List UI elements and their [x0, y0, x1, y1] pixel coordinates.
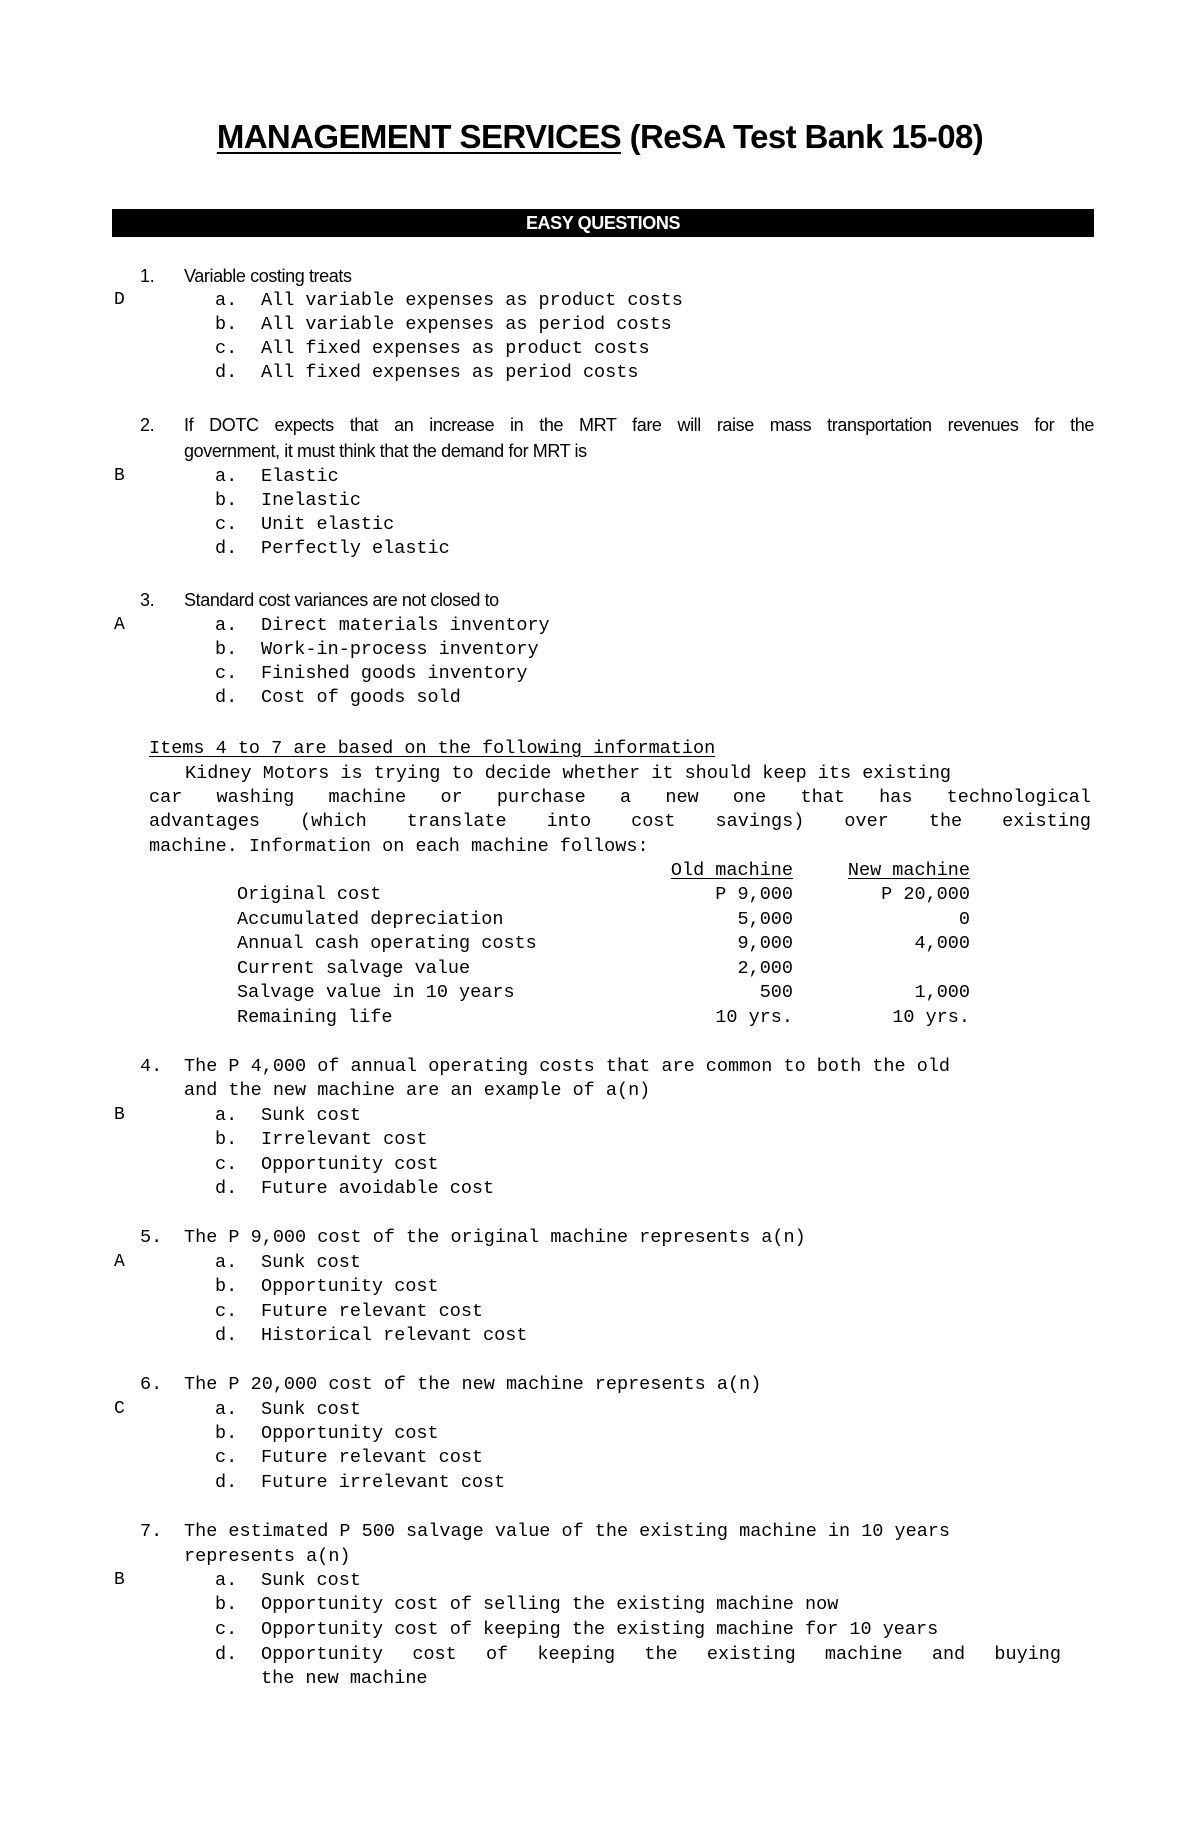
page-title: [0, 118, 1200, 156]
option-text: Sunk cost: [261, 1399, 361, 1420]
question-number: 7.: [140, 1521, 163, 1542]
option-text: Elastic: [261, 466, 339, 487]
option-letter: c.: [215, 1154, 238, 1175]
option-text: Unit elastic: [261, 514, 395, 535]
option-text: All fixed expenses as product costs: [261, 338, 650, 359]
option-letter: a.: [215, 1252, 238, 1273]
info-heading: Items 4 to 7 are based on the following information: [149, 738, 716, 759]
row-old-value: 10 yrs.: [715, 1007, 793, 1028]
row-old-value: 500: [759, 982, 793, 1003]
option-letter: d.: [215, 538, 238, 559]
option-text: Future irrelevant cost: [261, 1472, 506, 1493]
option-letter: c.: [215, 514, 238, 535]
option-letter: c.: [215, 1619, 238, 1640]
row-label: Annual cash operating costs: [237, 933, 537, 954]
option-text: Opportunity cost: [261, 1276, 439, 1297]
option-text: All variable expenses as period costs: [261, 314, 672, 335]
question-number: 6.: [140, 1374, 163, 1395]
row-new-value: 0: [958, 909, 970, 930]
title-underlined: MANAGEMENT SERVICES: [216, 118, 622, 155]
answer-key: C: [114, 1399, 125, 1419]
option-letter: b.: [215, 490, 238, 511]
section-banner: [112, 209, 1094, 237]
option-letter: b.: [215, 1594, 238, 1615]
option-letter: c.: [215, 338, 238, 359]
question-text-line1: The P 4,000 of annual operating costs that are common to both the old: [184, 1056, 951, 1077]
option-letter: a.: [215, 1105, 238, 1126]
option-text: Direct materials inventory: [261, 615, 550, 636]
option-letter: b.: [215, 1129, 238, 1150]
option-text: Opportunity cost: [261, 1154, 439, 1175]
row-new-value: 10 yrs.: [892, 1007, 970, 1028]
title-rest: (ReSA Test Bank 15-08): [621, 118, 984, 155]
row-label: Accumulated depreciation: [237, 909, 504, 930]
row-new-value: 1,000: [914, 982, 970, 1003]
option-text: Sunk cost: [261, 1105, 361, 1126]
col-header-old: Old machine: [670, 860, 793, 881]
answer-key: A: [114, 1252, 125, 1272]
option-letter: d.: [215, 1325, 238, 1346]
option-text: Sunk cost: [261, 1570, 361, 1591]
option-letter: a.: [215, 1570, 238, 1591]
option-text: All fixed expenses as period costs: [261, 362, 639, 383]
option-letter: b.: [215, 1423, 238, 1444]
col-header-new: New machine: [847, 860, 970, 881]
row-label: Remaining life: [237, 1007, 393, 1028]
option-text: Future relevant cost: [261, 1447, 484, 1468]
question-text-line2: government, it must think that the demand for MRT is: [184, 441, 587, 461]
option-letter: d.: [215, 362, 238, 383]
question-number: 3.: [140, 590, 155, 610]
row-label: Salvage value in 10 years: [237, 982, 515, 1003]
row-old-value: 5,000: [737, 909, 793, 930]
option-text: Irrelevant cost: [261, 1129, 428, 1150]
section-banner-label: EASY QUESTIONS: [525, 213, 681, 233]
option-letter: b.: [215, 639, 238, 660]
option-letter: a.: [215, 615, 238, 636]
question-number: 5.: [140, 1227, 163, 1248]
info-line-4: machine. Information on each machine follows:: [149, 836, 649, 857]
option-letter: b.: [215, 314, 238, 335]
option-text: Future relevant cost: [261, 1301, 484, 1322]
question-number: 2.: [140, 415, 155, 435]
answer-key: D: [114, 290, 125, 310]
option-text: Finished goods inventory: [261, 663, 528, 684]
option-letter: d.: [215, 1178, 238, 1199]
option-text: Cost of goods sold: [261, 687, 461, 708]
option-text: Future avoidable cost: [261, 1178, 495, 1199]
question-text: Variable costing treats: [184, 266, 352, 286]
option-letter: d.: [215, 1472, 238, 1493]
option-text: Opportunity cost of keeping the existing machine and buying: [261, 1644, 1061, 1665]
row-new-value: P 20,000: [881, 884, 970, 905]
option-text: Opportunity cost of selling the existing machine now: [261, 1594, 839, 1615]
option-text: All variable expenses as product costs: [261, 290, 683, 311]
question-number: 4.: [140, 1056, 163, 1077]
info-line-1: Kidney Motors is trying to decide whether it should keep its existing: [185, 763, 952, 784]
question-text-line1: If DOTC expects that an increase in the MRT fare will raise mass transportation revenues for the: [184, 415, 1094, 435]
option-letter: d.: [215, 1644, 238, 1665]
question-text-line2: and the new machine are an example of a(n): [184, 1080, 651, 1101]
answer-key: B: [114, 466, 125, 486]
answer-key: B: [114, 1570, 125, 1590]
option-text: Opportunity cost: [261, 1423, 439, 1444]
question-text: The P 9,000 cost of the original machine represents a(n): [184, 1227, 806, 1248]
option-text: Inelastic: [261, 490, 361, 511]
option-text: Opportunity cost of keeping the existing machine for 10 years: [261, 1619, 939, 1640]
option-text: Sunk cost: [261, 1252, 361, 1273]
info-line-3: advantages (which translate into cost savings) over the existing: [149, 811, 1091, 832]
question-text: Standard cost variances are not closed to: [184, 590, 499, 610]
row-old-value: 9,000: [737, 933, 793, 954]
option-letter: c.: [215, 1301, 238, 1322]
option-letter: a.: [215, 466, 238, 487]
option-letter: c.: [215, 1447, 238, 1468]
row-old-value: P 9,000: [715, 884, 793, 905]
row-label: Original cost: [237, 884, 382, 905]
question-text: The P 20,000 cost of the new machine represents a(n): [184, 1374, 762, 1395]
answer-key: A: [114, 615, 125, 635]
option-text: Historical relevant cost: [261, 1325, 528, 1346]
row-label: Current salvage value: [237, 958, 471, 979]
row-old-value: 2,000: [737, 958, 793, 979]
info-line-2: car washing machine or purchase a new one that has technological: [149, 787, 1091, 808]
answer-key: B: [114, 1105, 125, 1125]
question-text-line2: represents a(n): [184, 1546, 351, 1567]
option-text-continued: the new machine: [261, 1668, 428, 1689]
option-text: Perfectly elastic: [261, 538, 450, 559]
question-number: 1.: [140, 266, 155, 286]
option-letter: d.: [215, 687, 238, 708]
row-new-value: 4,000: [914, 933, 970, 954]
option-letter: a.: [215, 290, 238, 311]
option-letter: a.: [215, 1399, 238, 1420]
option-letter: b.: [215, 1276, 238, 1297]
option-text: Work-in-process inventory: [261, 639, 539, 660]
question-text-line1: The estimated P 500 salvage value of the existing machine in 10 years: [184, 1521, 951, 1542]
option-letter: c.: [215, 663, 238, 684]
